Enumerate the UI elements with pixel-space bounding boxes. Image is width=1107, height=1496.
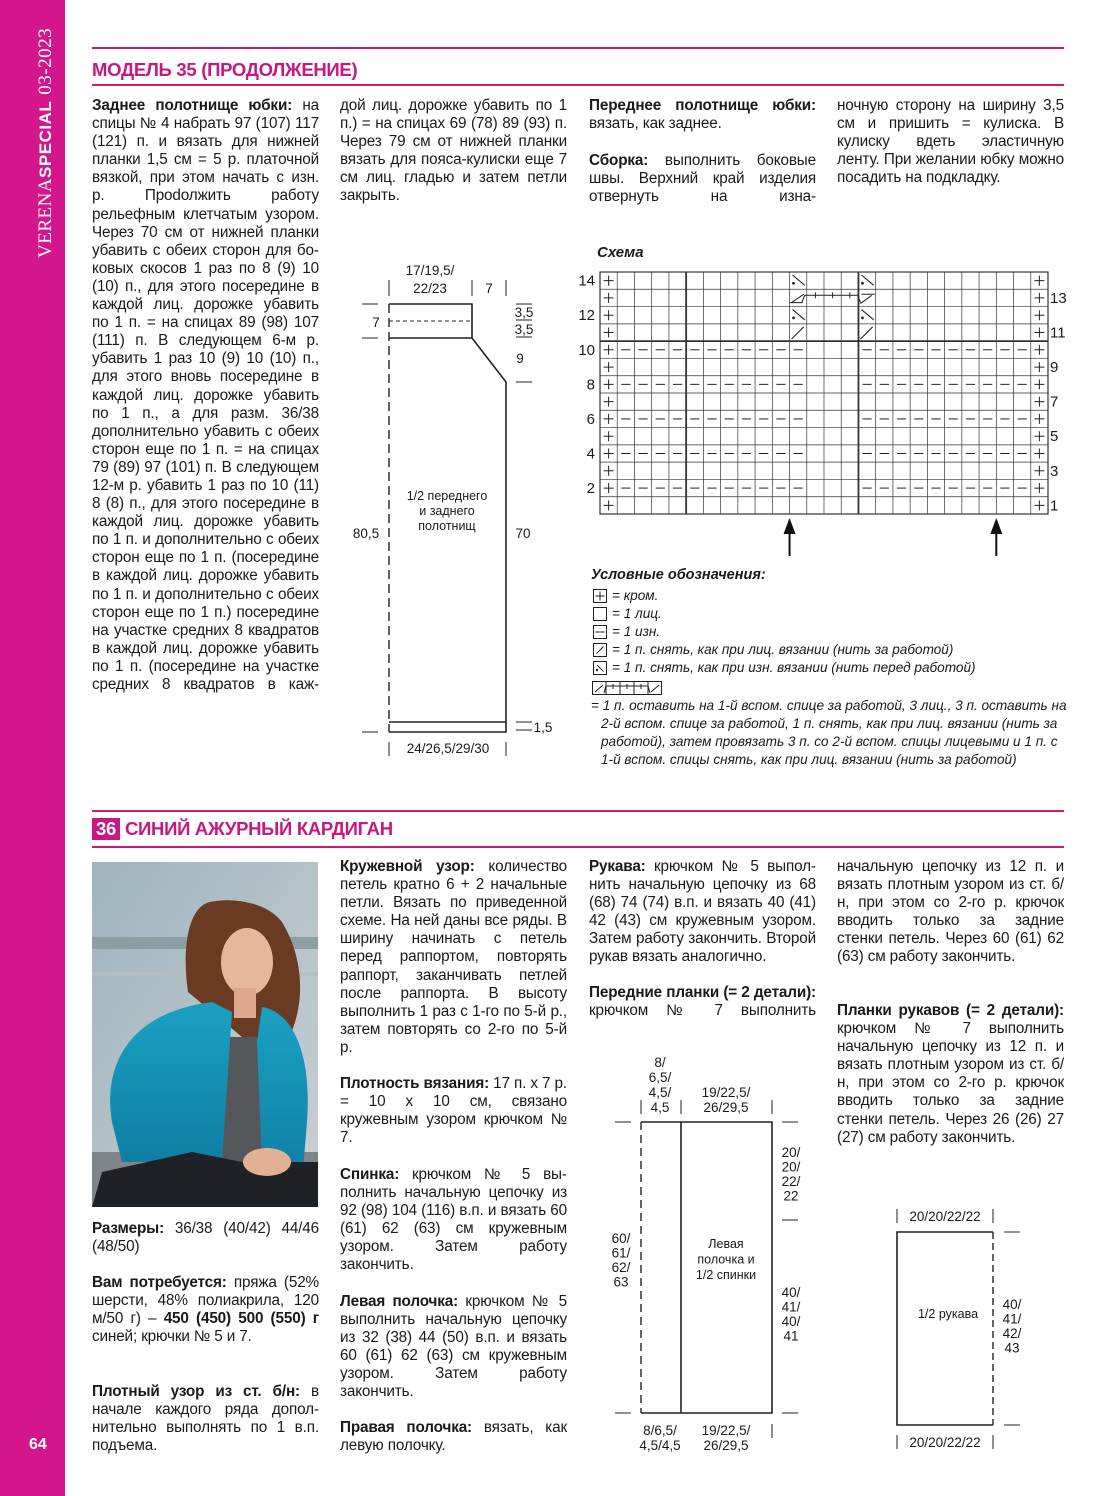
edge-stitch-symbol <box>604 328 614 338</box>
back-panel-instructions <box>92 97 319 694</box>
row-number-right: 1 <box>1050 497 1059 515</box>
slip-knitwise-symbol <box>792 327 804 339</box>
section-title-model-35: МОДЕЛЬ 35 (ПРОДОЛЖЕНИЕ) <box>92 59 358 80</box>
dim-band-width: 8/ <box>654 1055 666 1070</box>
front-bands-text: крючком № 7 выполнить <box>589 1002 816 1020</box>
legend-label: = 1 лиц. <box>612 606 662 621</box>
slip-purlwise-symbol <box>793 275 805 285</box>
sleeve-diagram <box>897 1209 1020 1449</box>
back-panel-text: на спицы № 4 набрать 97 (107) 117 (121) п. и вязать для нижней планки 1,5 см = 5 р. платочной вязкой, при этом начать с изн. р. Проdолжить работу рельефным клетчатым узором. Через 70 см от нижней планки убавить с обеих сторон для боковых скосов 1 раз по 8 (9) 10 (10) п., для этого посередине в каждой лиц. дорожке убавить по 1 п. = на спицах 89 (98) 107 (111) п. В следующем 6-м р. убавить 1 раз 10 (9) 10 (10) п., для этого вновь посередине в каждой лиц. дорожке убавить по 1 п., а для разм. 36/38 дополнительно убавить с обеих сторон еще по 1 п. = на спицах 79 (89) 97 (101) п. В следующем 12-м р. убавить 1 раз по 10 (11) 8 (8) п., для этого посередине в каждой лиц. дорожке убавить по 1 п. и дополнительно с обеих сторон еще по 1 п. (посередине в каждой лиц. дорожке убавить по 1 п. и дополнительно с обеих сторон еще по 1 п.) посередине на участке средних 8 квадратов в каждой лиц. дорожке убавить по 1 п. (посередине на участке средних 8 квадратов в каж- <box>92 97 319 693</box>
front-bands-info <box>589 984 816 1020</box>
slip-purlwise-dot <box>792 282 795 285</box>
cable-cross-icon <box>592 681 662 695</box>
dim-height: 63 <box>613 1274 629 1290</box>
edge-stitch-symbol <box>604 414 614 424</box>
model-number-badge: 36 <box>92 818 120 840</box>
knit-stitch-icon <box>593 607 607 621</box>
edge-stitch-symbol <box>1034 362 1044 372</box>
sizes-heading: Размеры: <box>92 1220 165 1237</box>
sleeve-top-width: 20/20/22/22 <box>909 1209 981 1224</box>
sidebar <box>0 0 65 1496</box>
sleeve-bottom-width: 20/20/22/22 <box>909 1435 981 1450</box>
sleeve-height: 41/ <box>1002 1311 1022 1327</box>
dense-pattern-text: в начале каждого ряда дополнительно выполнять по 1 в.п. подъема. <box>92 1383 319 1455</box>
cardigan-model-photo <box>92 862 318 1207</box>
dim-body-width: 26/29,5 <box>703 1100 749 1115</box>
assembly-text: выполнить боковые швы. Верхний край изделия отвернуть на изна- <box>589 152 816 206</box>
brand-verena: VERENA <box>35 177 56 258</box>
dim-waistband-half: 3,5 <box>514 305 534 320</box>
edge-stitch-symbol <box>604 362 614 372</box>
dim-armhole: 20/ <box>781 1145 801 1160</box>
left-front-text: крючком № 5 выполнить начальную цепочку из 32 (38) 44 (50) в.п. и вязать 60 (61) 62 (63) см кружевным узором. Затем работу закончить. <box>340 1293 567 1401</box>
dim-height: 61/ <box>611 1245 631 1261</box>
row-number-right: 3 <box>1050 462 1059 480</box>
dim-hem: 1,5 <box>533 720 553 735</box>
front-panel-instructions <box>589 97 816 133</box>
piece-label: полочка и <box>697 1252 755 1267</box>
slip-purlwise-symbol <box>861 310 873 320</box>
edge-stitch-symbol <box>1034 500 1044 510</box>
edge-stitch-symbol <box>1034 466 1044 476</box>
sleeve-label: 1/2 рукава <box>917 1307 979 1321</box>
slip-purlwise-icon <box>593 661 607 675</box>
edge-stitch-symbol <box>1034 328 1044 338</box>
right-front-text: вязать, как левую полочку. <box>340 1419 567 1455</box>
slip-purlwise-dot <box>861 282 864 285</box>
sleeves-info <box>589 858 816 967</box>
row-number-right: 5 <box>1050 428 1059 446</box>
dim-slope: 9 <box>516 351 524 366</box>
dim-band-width: 4,5 <box>650 1100 670 1115</box>
row-number-right: 9 <box>1050 359 1059 377</box>
cable-legend-text: = 1 п. оставить на 1-й вспом. спице за работой, 3 лиц., 3 п. оставить на 2-й вспом. спице за работой, 1 п. снять, как при лиц. вязании (нить за работой), затем провязать 3 п. со 2-й вспом. спицы лицевыми и 1 п. с 1-й вспом. спицы снять, как при лиц. вязании (нить за работой) <box>591 698 1067 767</box>
row-number-left: 4 <box>586 445 595 463</box>
assembly-continued <box>837 97 1064 187</box>
yarn-amount: 450 (450) 500 (550) г <box>163 1310 319 1328</box>
issue-number: 03-2023 <box>35 27 56 95</box>
back-heading: Спинка: <box>340 1166 400 1183</box>
row-number-left: 6 <box>586 410 595 428</box>
repeat-arrow-head <box>990 518 1002 534</box>
row-number-right: 11 <box>1050 324 1066 342</box>
sleeve-height: 42/ <box>1002 1326 1022 1341</box>
edge-stitch-symbol <box>1034 345 1044 355</box>
back-text: крючком № 5 выполнить начальную цепочку из 92 (98) 104 (116) в.п. и вязать 60 (61) 62 (63) см кружевным узором. Затем работу закончить. <box>340 1166 567 1274</box>
left-front-heading: Левая полочка: <box>340 1293 459 1310</box>
back-panel-continued <box>340 97 567 206</box>
sleeves-text: крючком № 5 выполнить начальную цепочку из 68 (68) 74 (74) в.п. и вязать 40 (41) 42 (43) см кружевным узором. Затем работу закончить. Второй рукав вязать аналогично. <box>589 858 816 966</box>
piece-label: и заднего <box>419 504 475 518</box>
sleeve-height: 40/ <box>1002 1297 1022 1312</box>
cuffs-info <box>837 1002 1064 1147</box>
dim-band-width-bottom: 4,5/4,5 <box>639 1438 681 1453</box>
lace-pattern-info <box>340 858 567 1057</box>
dim-side: 40/ <box>781 1285 801 1300</box>
piece-label: 1/2 переднего <box>406 489 488 503</box>
materials-info <box>92 1274 319 1346</box>
dim-side: 40/ <box>781 1314 801 1329</box>
dense-pattern-heading: Плотный узор из ст. б/н: <box>92 1383 300 1400</box>
dim-band-width: 4,5/ <box>648 1085 672 1100</box>
legend-label: = 1 изн. <box>612 624 661 639</box>
edge-stitch-icon <box>593 589 607 603</box>
legend-item-purl <box>593 624 660 639</box>
sleeves-heading: Рукава: <box>589 858 646 875</box>
front-bands-continued <box>837 858 1064 967</box>
slip-purlwise-dot <box>792 316 795 319</box>
cuffs-heading: Планки рукавов (= 2 детали): <box>837 1002 1064 1019</box>
edge-stitch-symbol <box>604 449 614 459</box>
lace-text: количество петель кратно 6 + 2 начальные петли. Вязать по приведенной схеме. На ней даны все ряды. В ширину начинать с петель перед раппортом, повторять раппорт, заканчивать петлей после раппорта. В высоту выполнить 1 раз с 1-го по 5-й р., затем повторять со 2-го по 5-й р. <box>340 858 568 1056</box>
assembly-instructions <box>589 152 816 206</box>
back-info <box>340 1166 567 1275</box>
edge-stitch-symbol <box>1034 449 1044 459</box>
page-number: 64 <box>29 1436 47 1453</box>
sizes-text: 36/38 (40/42) 44/46 (48/50) <box>92 1220 319 1256</box>
edge-stitch-symbol <box>604 466 614 476</box>
dim-band-width-bottom: 8/6,5/ <box>643 1423 677 1438</box>
legend-item-edge <box>593 588 658 603</box>
edge-stitch-symbol <box>604 431 614 441</box>
edge-stitch-symbol <box>604 276 614 286</box>
dim-height: 60/ <box>611 1231 631 1246</box>
row-number-right: 13 <box>1050 289 1067 307</box>
edge-stitch-symbol <box>1034 431 1044 441</box>
skirt-pattern-diagram <box>362 280 532 756</box>
gauge-heading: Плотность вязания: <box>340 1075 490 1092</box>
dim-body-width-bottom: 19/22,5/ <box>701 1423 751 1438</box>
dim-side: 41 <box>783 1328 799 1344</box>
lace-heading: Кружевной узор: <box>340 858 475 875</box>
edge-stitch-symbol <box>1034 397 1044 407</box>
cardigan-body-diagram <box>615 1100 798 1438</box>
model-title: СИНИЙ АЖУРНЫЙ КАРДИГАН <box>124 818 393 839</box>
edge-stitch-symbol <box>604 293 614 303</box>
edge-stitch-symbol <box>1034 293 1044 303</box>
dim-body-width: 19/22,5/ <box>701 1085 751 1100</box>
edge-stitch-symbol <box>1034 414 1044 424</box>
materials-text: пряжа (52% шерсти, 48% полиакрила, 120 м/50 г) – <box>92 1274 319 1328</box>
section-title-model-36 <box>92 818 393 840</box>
row-number-right: 7 <box>1050 393 1059 411</box>
right-front-heading: Правая полочка: <box>340 1419 473 1436</box>
gauge-info <box>340 1075 567 1147</box>
row-number-left: 10 <box>578 341 595 359</box>
edge-stitch-symbol <box>604 483 614 493</box>
piece-label: Левая <box>708 1237 744 1251</box>
edge-stitch-symbol <box>604 397 614 407</box>
repeat-arrow-head <box>784 518 796 534</box>
assembly-heading: Сборка: <box>589 152 649 169</box>
edge-stitch-symbol <box>604 379 614 389</box>
dim-top-width: 17/19,5/ <box>405 263 455 278</box>
front-panel-text: вязать, как заднее. <box>589 115 722 133</box>
slip-purlwise-symbol <box>793 310 805 320</box>
dim-side-height: 70 <box>515 526 531 541</box>
cuffs-text: крючком № 7 выполнить начальную цепочку из 12 п. и вязать плотным узором из ст. б/н, при этом со 2-го р. крючок вводить только за задние стенки петель. Через 26 (26) 27 (27) см работу закончить. <box>837 1020 1064 1146</box>
back-panel-text-continued: дой лиц. дорожке убавить по 1 п.) = на спицах 69 (78) 89 (93) п. Через 79 см от нижней планки вязать для пояса-кулиски еще 7 см лиц. гладью и затем петли закрыть. <box>340 97 567 205</box>
gauge-text: 17 п. x 7 р. = 10 x 10 см, связано кружевным узором крючком № 7. <box>340 1075 568 1147</box>
front-bands-heading: Передние планки (= 2 детали): <box>589 984 816 1001</box>
legend-item-slip-knitwise <box>593 642 953 657</box>
legend-title: Условные обозначения: <box>591 567 766 583</box>
edge-stitch-symbol <box>1034 483 1044 493</box>
sizes-info <box>92 1220 319 1256</box>
dim-waistband: 7 <box>372 315 380 330</box>
chart-grid <box>600 272 1048 514</box>
edge-stitch-symbol <box>1034 276 1044 286</box>
assembly-text-continued: ночную сторону на ширину 3,5 см и пришить = кулиска. В кулиску вдеть эластичную ленту. При желании юбку можно посадить на подкладку. <box>837 97 1064 187</box>
left-front-info <box>340 1293 567 1402</box>
sleeve-height: 43 <box>1004 1340 1020 1356</box>
slip-knitwise-icon <box>593 643 607 657</box>
divider <box>92 84 1064 86</box>
dim-side: 41/ <box>781 1299 801 1315</box>
schema-title: Схема <box>597 244 644 261</box>
dim-body-width-bottom: 26/29,5 <box>703 1438 749 1453</box>
piece-label: 1/2 спинки <box>695 1268 757 1282</box>
dim-armhole: 22 <box>783 1188 799 1204</box>
legend-item-slip-purlwise <box>593 660 976 675</box>
brand-special: SPECIAL <box>36 100 55 178</box>
piece-label: полотнищ <box>418 519 476 533</box>
cable-symbol <box>790 294 875 303</box>
dim-armhole: 22/ <box>781 1174 801 1189</box>
legend-label: = 1 п. снять, как при изн. вязании (нить перед работой) <box>612 660 976 675</box>
divider <box>92 810 1064 812</box>
legend-label: = кром. <box>612 588 659 603</box>
front-bands-text-continued: начальную цепочку из 12 п. и вязать плотным узором из ст. б/н, при этом со 2-го р. крючок вводить только за задние стенки петель. Через 60 (61) 62 (63) см работу закончить. <box>837 858 1064 966</box>
row-number-left: 8 <box>586 376 595 394</box>
right-front-info <box>340 1419 567 1455</box>
knitting-chart <box>578 272 1066 556</box>
back-panel-heading: Заднее полотнище юбки: <box>92 97 293 114</box>
row-number-left: 2 <box>586 480 595 498</box>
dim-bottom-width: 24/26,5/29/30 <box>406 741 490 756</box>
divider <box>92 846 1064 848</box>
edge-stitch-symbol <box>604 500 614 510</box>
legend-item-knit <box>593 606 662 621</box>
slip-purlwise-dot <box>861 316 864 319</box>
slip-purlwise-symbol <box>861 275 873 285</box>
row-number-left: 12 <box>578 307 595 325</box>
legend-label: = 1 п. снять, как при лиц. вязании (нить за работой) <box>612 642 954 657</box>
edge-stitch-symbol <box>604 345 614 355</box>
edge-stitch-symbol <box>1034 310 1044 320</box>
dim-top-width: 22/23 <box>413 281 447 296</box>
slip-knitwise-symbol <box>860 327 872 339</box>
edge-stitch-symbol <box>604 310 614 320</box>
dim-top-side: 7 <box>485 281 493 296</box>
row-number-left: 14 <box>578 272 595 290</box>
dim-armhole: 20/ <box>781 1159 801 1175</box>
dense-pattern-info <box>92 1383 319 1455</box>
front-panel-heading: Переднее полотнище юбки: <box>589 97 816 114</box>
magazine-brand <box>34 28 58 258</box>
dim-waistband-half: 3,5 <box>514 322 534 337</box>
purl-stitch-icon <box>593 625 607 639</box>
dim-total-height: 80,5 <box>352 526 380 541</box>
edge-stitch-symbol <box>1034 379 1044 389</box>
dim-height: 62/ <box>611 1260 631 1275</box>
divider <box>92 47 1064 49</box>
materials-heading: Вам потребуется: <box>92 1274 227 1291</box>
dim-band-width: 6,5/ <box>648 1070 672 1085</box>
materials-text: синей; крючки № 5 и 7. <box>92 1328 252 1346</box>
